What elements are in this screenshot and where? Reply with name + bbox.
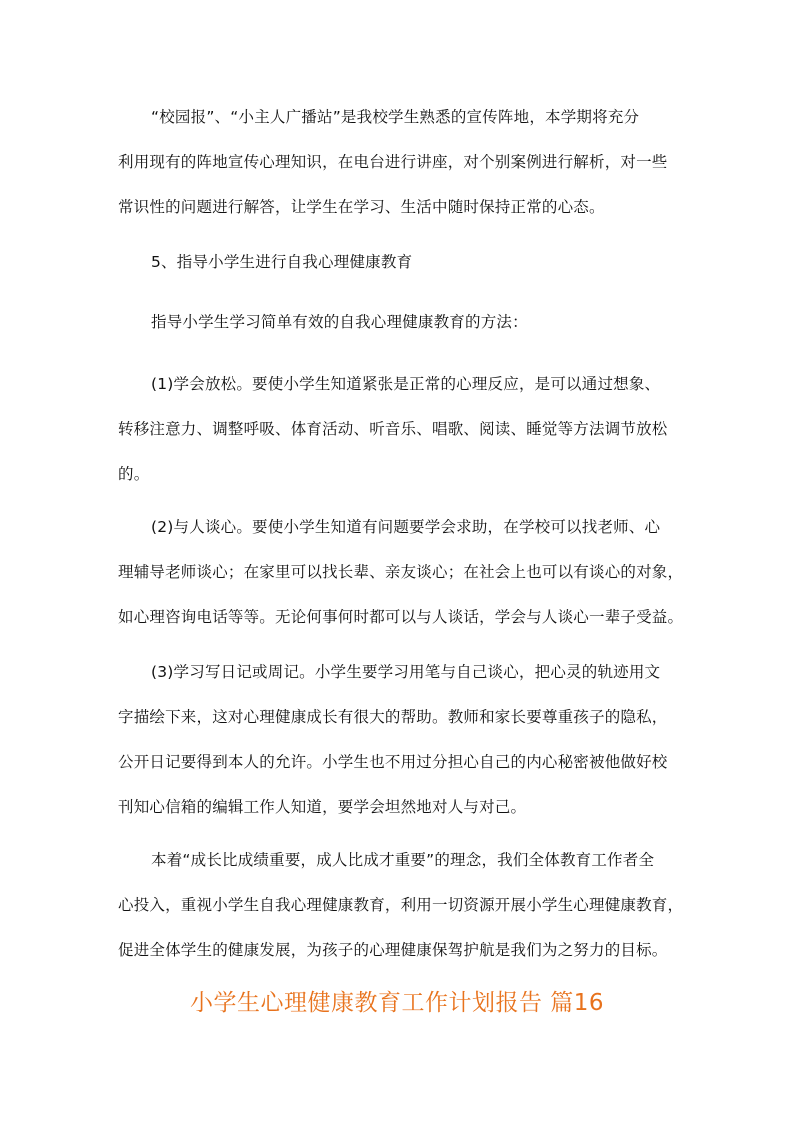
text-line: 常识性的问题进行解答，让学生在学习、生活中随时保持正常的心态。 bbox=[118, 198, 605, 216]
text-line: (3)学习写日记或周记。小学生要学习用笔与自己谈心，把心灵的轨迹用文 bbox=[151, 663, 661, 681]
text-line: 利用现有的阵地宣传心理知识，在电台进行讲座，对个别案例进行解析，对一些 bbox=[118, 153, 668, 171]
text-line: “校园报”、“小主人广播站”是我校学生熟悉的宣传阵地，本学期将充分 bbox=[151, 108, 640, 126]
paragraph-method-2 bbox=[118, 505, 684, 640]
text-line: 促进全体学生的健康发展，为孩子的心理健康保驾护航是我们为之努力的目标。 bbox=[118, 941, 668, 959]
text-line: 刊知心信箱的编辑工作人知道，要学会坦然地对人与对己。 bbox=[118, 798, 527, 816]
section-heading-5 bbox=[118, 240, 678, 285]
paragraph-method-1 bbox=[118, 362, 678, 497]
text-line: (2)与人谈心。要使小学生知道有问题要学会求助，在学校可以找老师、心 bbox=[151, 518, 661, 536]
paragraph-method-3 bbox=[118, 650, 678, 830]
text-line: 公开日记要得到本人的允许。小学生也不用过分担心自己的内心秘密被他做好校 bbox=[118, 753, 668, 771]
text-line: 5、指导小学生进行自我心理健康教育 bbox=[151, 253, 413, 271]
text-line: 本着“成长比成绩重要，成人比成才重要”的理念，我们全体教育工作者全 bbox=[151, 851, 655, 869]
text-line: 转移注意力、调整呼吸、体育活动、听音乐、唱歌、阅读、睡觉等方法调节放松 bbox=[118, 420, 668, 438]
text-line: 心投入，重视小学生自我心理健康教育，利用一切资源开展小学生心理健康教育， bbox=[118, 896, 684, 914]
paragraph-conclusion bbox=[118, 838, 684, 973]
section-title: 小学生心理健康教育工作计划报告 篇16 bbox=[189, 990, 605, 1016]
text-line: 字描绘下来，这对心理健康成长有很大的帮助。教师和家长要尊重孩子的隐私， bbox=[118, 708, 668, 726]
text-line: 的。 bbox=[118, 465, 150, 483]
text-line: (1)学会放松。要使小学生知道紧张是正常的心理反应，是可以通过想象、 bbox=[151, 375, 661, 393]
text-line: 如心理咨询电话等等。无论何事何时都可以与人谈话，学会与人谈心一辈子受益。 bbox=[118, 608, 684, 626]
paragraph-methods-intro bbox=[118, 300, 678, 345]
text-line: 指导小学生学习简单有效的自我心理健康教育的方法： bbox=[151, 313, 528, 331]
paragraph-publicity bbox=[118, 95, 678, 230]
text-line: 理辅导老师谈心；在家里可以找长辈、亲友谈心；在社会上也可以有谈心的对象， bbox=[118, 563, 684, 581]
